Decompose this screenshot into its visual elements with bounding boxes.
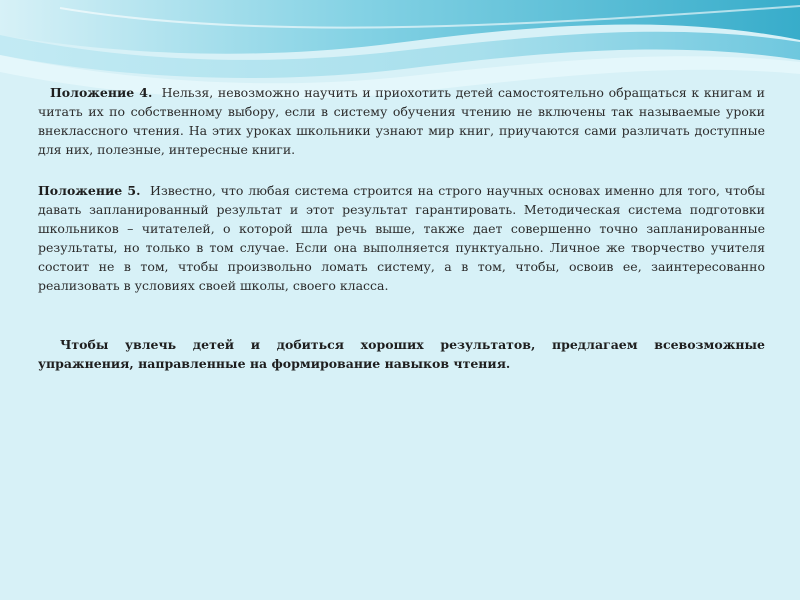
paragraph-label: Положение 4. — [50, 85, 153, 100]
paragraph-position-4 — [38, 83, 765, 159]
paragraph-text: Известно, что любая система строится на строго научных основах именно для того, чтобы давать запланированный результат и этот результат гарантировать. Методическая система подготовки школьников – читателей, о которой шла речь выше, также дает совершенно точно запланированные результаты, но только в том случае. Если она выполняется пунктуально. Личное же творчество учителя состоит не в том, чтобы произвольно ломать систему, а в том, чтобы, освоив ее, заинтересованно реализовать в условиях своей школы, своего класса. — [38, 183, 765, 293]
paragraph-position-5 — [38, 181, 765, 295]
paragraph-label: Положение 5. — [38, 183, 141, 198]
paragraph-conclusion: Чтобы увлечь детей и добиться хороших результатов, предлагаем всевозможные упражнения, направленные на формирование навыков чтения. — [38, 337, 765, 371]
paragraph-text: Нельзя, невозможно научить и приохотить детей самостоятельно обращаться к книгам и читать их по собственному выбору, если в систему обучения чтению не включены так называемые уроки внеклассного чтения. На этих уроках школьники узнают мир книг, приучаются сами различать доступные для них, полезные, интересные книги. — [38, 85, 765, 157]
slide-content — [38, 83, 765, 373]
